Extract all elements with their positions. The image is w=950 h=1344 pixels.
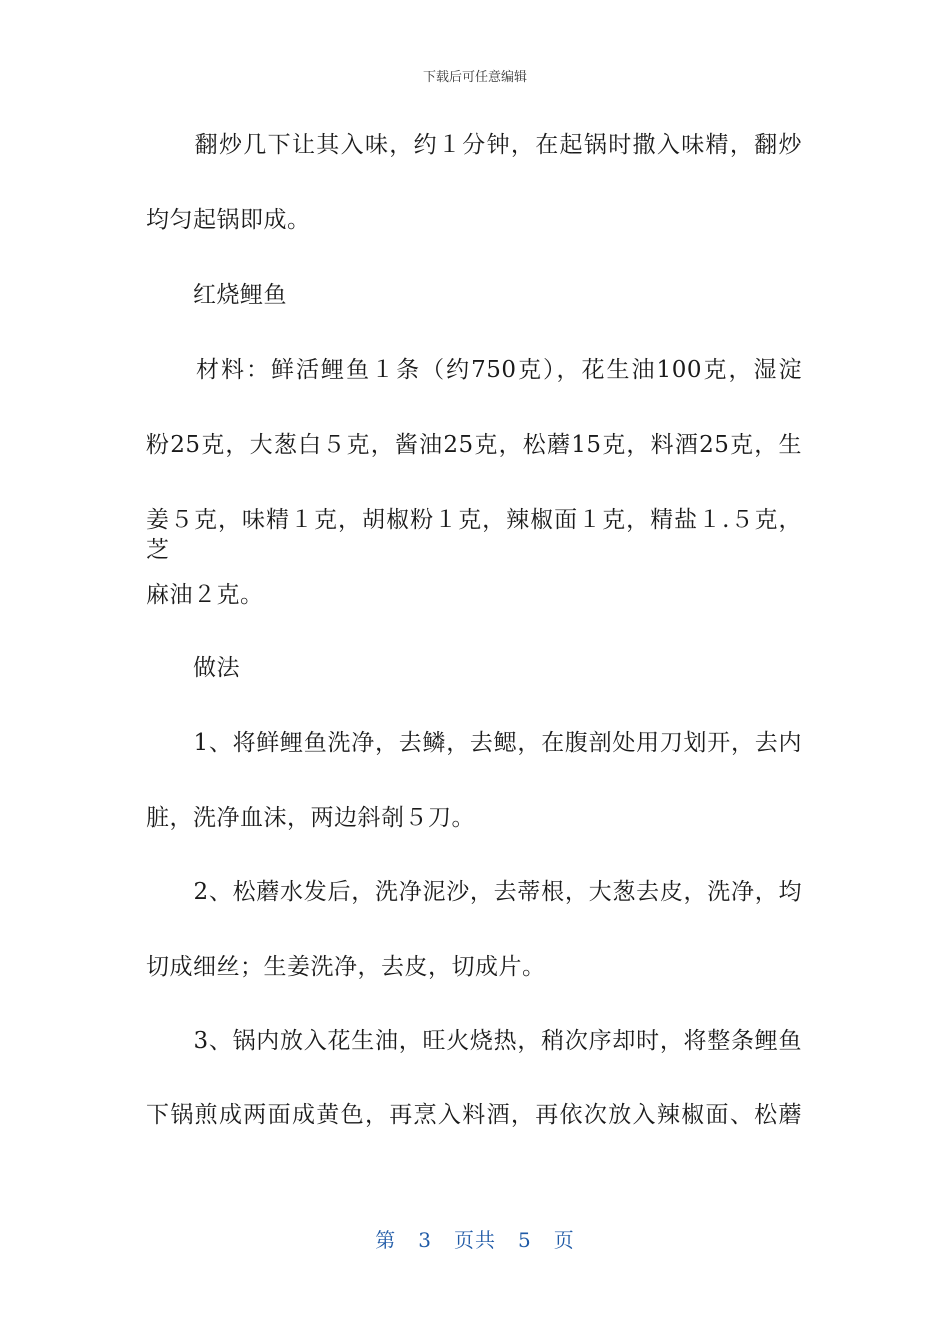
current-page-number: 3	[418, 1228, 432, 1252]
section-heading: 红烧鲤鱼	[146, 282, 287, 308]
body-line: 粉25克，大葱白５克，酱油25克，松蘑15克，料酒25克，生	[146, 432, 802, 458]
footer-suffix: 页	[553, 1228, 575, 1252]
footer-prefix: 第	[375, 1228, 397, 1252]
body-line: 均匀起锅即成。	[146, 207, 311, 233]
body-line: 翻炒几下让其入味，约１分钟，在起锅时撒入味精，翻炒	[146, 132, 802, 158]
body-line: 脏，洗净血沫，两边斜剞５刀。	[146, 805, 475, 831]
footer-middle: 页共	[454, 1228, 496, 1252]
body-line: 下锅煎成两面成黄色，再烹入料酒，再依次放入辣椒面、松蘑	[146, 1102, 802, 1128]
total-pages-number: 5	[518, 1228, 532, 1252]
section-heading: 做法	[146, 655, 240, 681]
body-line: 麻油２克。	[146, 582, 264, 608]
body-line: 姜５克，味精１克，胡椒粉１克，辣椒面１克，精盐１.５克，芝	[146, 507, 802, 563]
page-footer	[0, 1224, 950, 1253]
body-line: 1、将鲜鲤鱼洗净，去鳞，去鳃，在腹剖处用刀划开，去内	[146, 730, 802, 756]
body-line: 2、松蘑水发后，洗净泥沙，去蒂根，大葱去皮，洗净，均	[146, 879, 802, 905]
body-line: 材料：鲜活鲤鱼１条（约750克），花生油100克，湿淀	[146, 357, 802, 383]
page-header: 下载后可任意编辑	[422, 70, 527, 85]
body-line: 切成细丝；生姜洗净，去皮，切成片。	[146, 954, 546, 980]
body-line: 3、锅内放入花生油，旺火烧热，稍次序却时，将整条鲤鱼	[146, 1028, 802, 1054]
